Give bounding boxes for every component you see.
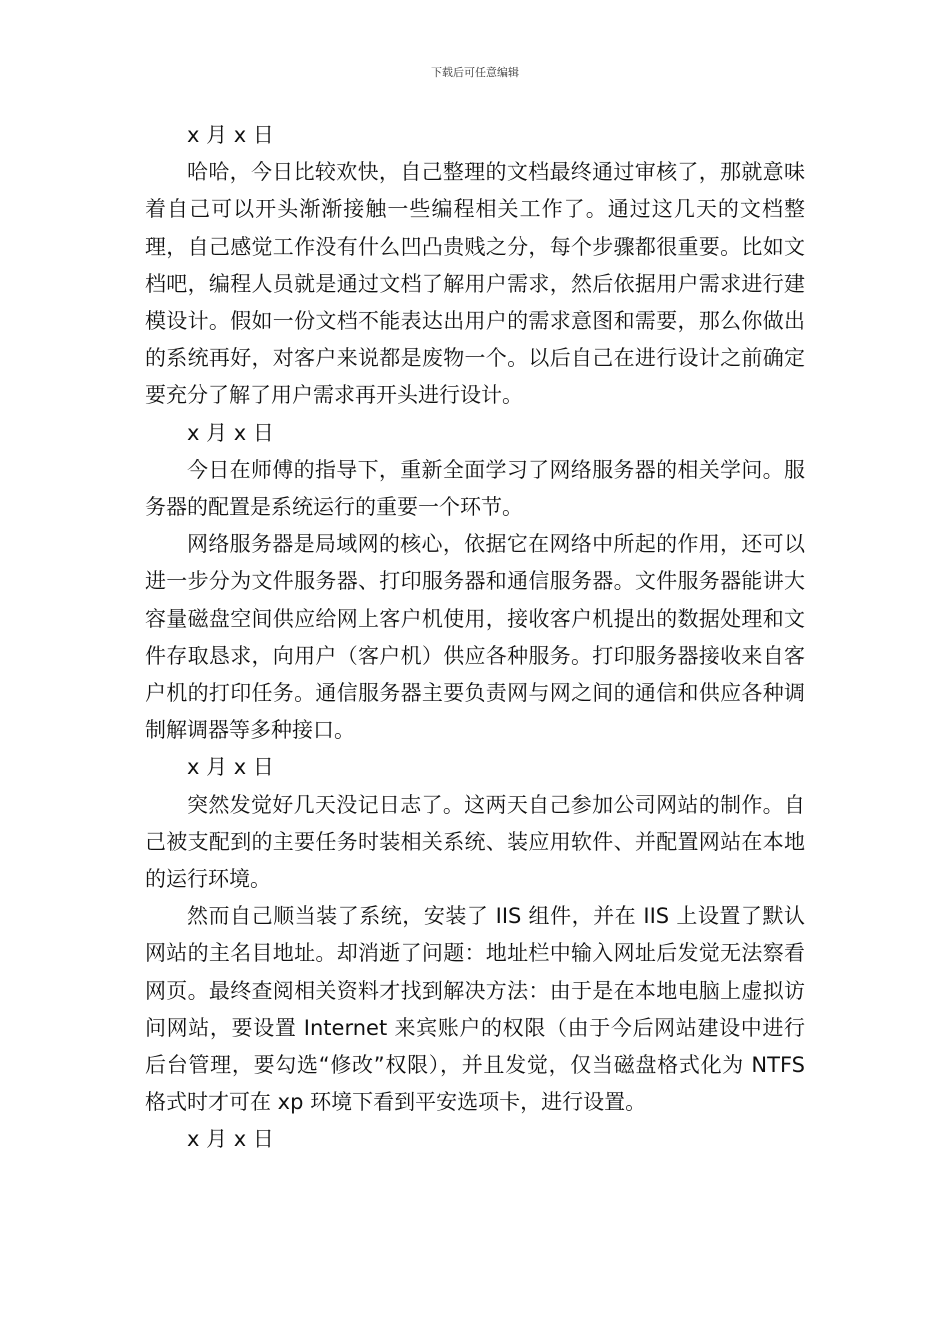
date-heading: x 月 x 日 xyxy=(187,420,274,445)
date-heading: x 月 x 日 xyxy=(187,755,274,780)
date-heading: x 月 x 日 xyxy=(187,1127,274,1152)
document-body xyxy=(145,117,805,1159)
body-paragraph: 今日在师傅的指导下，重新全面学习了网络服务器的相关学问。服务器的配置是系统运行的重要一个环节。 xyxy=(145,457,805,520)
body-paragraph: 哈哈，今日比较欢快，自己整理的文档最终通过审核了，那就意味着自己可以开头渐渐接触一些编程相关工作了。通过这几天的文档整理，自己感觉工作没有什么凹凸贵贱之分，每个步骤都很重要。比如文档吧，编程人员就是通过文档了解用户需求，然后依据用户需求进行建模设计。假如一份文档不能表达出用户的需求意图和需要，那么你做出的系统再好，对客户来说都是废物一个。以后自己在进行设计之前确定要充分了解了用户需求再开头进行设计。 xyxy=(145,160,805,408)
page-header: 下载后可任意编辑 xyxy=(431,66,519,79)
body-paragraph: 然而自己顺当装了系统，安装了 IIS 组件，并在 IIS 上设置了默认网站的主名目地址。却消逝了问题：地址栏中输入网址后发觉无法察看网页。最终查阅相关资料才找到解决方法：由于是在本地电脑上虚拟访问网站，要设置 Internet 来宾账户的权限（由于今后网站建设中进行后台管理，要勾选“修改”权限），并且发觉，仅当磁盘格式化为 NTFS 格式时才可在 xp 环境下看到平安选项卡，进行设置。 xyxy=(145,904,805,1115)
date-heading: x 月 x 日 xyxy=(187,123,274,147)
body-paragraph: 网络服务器是局域网的核心，依据它在网络中所起的作用，还可以进一步分为文件服务器、打印服务器和通信服务器。文件服务器能讲大容量磁盘空间供应给网上客户机使用，接收客户机提出的数据处理和文件存取恳求，向用户（客户机）供应各种服务。打印服务器接收来自客户机的打印任务。通信服务器主要负责网与网之间的通信和供应各种调制解调器等多种接口。 xyxy=(145,532,805,743)
body-paragraph: 突然发觉好几天没记日志了。这两天自己参加公司网站的制作。自己被支配到的主要任务时装相关系统、装应用软件、并配置网站在本地的运行环境。 xyxy=(145,792,805,892)
